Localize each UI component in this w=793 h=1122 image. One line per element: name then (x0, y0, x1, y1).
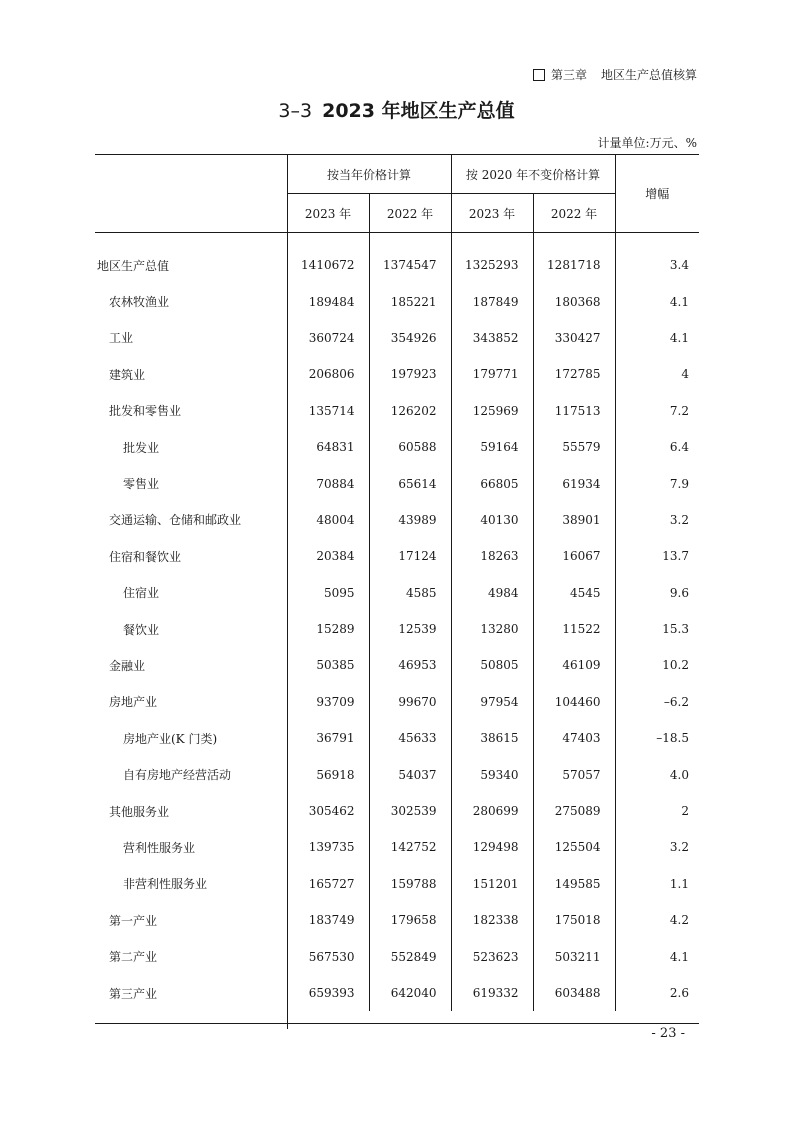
cell-growth: 10.2 (662, 658, 689, 673)
cell-cur2023: 206806 (287, 356, 369, 392)
cell-cur2022: 179658 (369, 902, 451, 938)
cell-growth: 2.6 (669, 986, 689, 1000)
cell-cur2023: 165727 (287, 866, 369, 902)
cell-cur2022: 54037 (369, 756, 451, 792)
table-row (95, 975, 699, 1011)
cell-con2022: 47403 (533, 720, 615, 756)
cell-cur2023: 305462 (287, 793, 369, 829)
cell-cur2022: 17124 (369, 538, 451, 574)
table-row (95, 611, 699, 647)
cell-cur2022: 642040 (369, 975, 451, 1011)
cell-con2022: 175018 (533, 902, 615, 938)
table-row (95, 902, 699, 938)
cell-con2022: 117513 (533, 393, 615, 429)
cell-con2023: 50805 (451, 647, 533, 683)
table-row (95, 829, 699, 865)
header-item-blank (95, 155, 287, 233)
row-label: 餐饮业 (95, 611, 287, 647)
cell-cur2023: 56918 (287, 756, 369, 792)
table-row (95, 866, 699, 902)
cell-con2022: 275089 (533, 793, 615, 829)
cell-growth: –18.5 (656, 731, 689, 746)
cell-cur2023: 1410672 (287, 233, 369, 284)
cell-con2022: 503211 (533, 938, 615, 974)
spacer-cell (369, 1011, 451, 1029)
cell-con2023: 179771 (451, 356, 533, 392)
cell-con2022: 172785 (533, 356, 615, 392)
cell-cur2022: 12539 (369, 611, 451, 647)
cell-con2022: 61934 (533, 465, 615, 501)
cell-cur2022: 1374547 (369, 233, 451, 284)
cell-growth: 4.1 (669, 949, 689, 964)
cell-cur2022: 46953 (369, 647, 451, 683)
cell-cur2022: 60588 (369, 429, 451, 465)
cell-con2022: 330427 (533, 320, 615, 356)
row-label: 营利性服务业 (95, 829, 287, 865)
table-end-spacer (95, 1011, 699, 1029)
header-year-con-2023: 2023 年 (451, 194, 533, 233)
table-row (95, 793, 699, 829)
cell-cur2022: 99670 (369, 684, 451, 720)
cell-con2022: 1281718 (533, 233, 615, 284)
cell-cur2022: 45633 (369, 720, 451, 756)
cell-growth: 13.7 (662, 549, 689, 564)
cell-con2022: 149585 (533, 866, 615, 902)
cell-cur2022: 302539 (369, 793, 451, 829)
header-constant-price: 按 2020 年不变价格计算 (451, 155, 615, 194)
table-title (0, 96, 793, 123)
cell-con2022: 55579 (533, 429, 615, 465)
cell-cur2023: 50385 (287, 647, 369, 683)
row-label: 农林牧渔业 (95, 283, 287, 319)
table-row (95, 502, 699, 538)
cell-cur2023: 36791 (287, 720, 369, 756)
cell-con2023: 40130 (451, 502, 533, 538)
table-row (95, 938, 699, 974)
cell-con2022: 57057 (533, 756, 615, 792)
table-row (95, 233, 699, 284)
row-label: 其他服务业 (95, 793, 287, 829)
table-row (95, 647, 699, 683)
spacer-cell (533, 1011, 615, 1029)
cell-growth: 15.3 (662, 622, 689, 637)
row-label: 第二产业 (95, 938, 287, 974)
running-head (533, 66, 697, 83)
cell-con2023: 66805 (451, 465, 533, 501)
table-row (95, 684, 699, 720)
cell-growth: 4.1 (669, 330, 689, 345)
cell-con2023: 523623 (451, 938, 533, 974)
cell-cur2023: 659393 (287, 975, 369, 1011)
cell-growth: 6.4 (669, 440, 689, 455)
cell-con2023: 619332 (451, 975, 533, 1011)
cell-cur2023: 360724 (287, 320, 369, 356)
chapter-label: 第三章 (550, 68, 587, 82)
row-label: 第三产业 (95, 975, 287, 1011)
cell-growth: 4.1 (669, 294, 689, 309)
cell-cur2023: 135714 (287, 393, 369, 429)
row-label: 第一产业 (95, 902, 287, 938)
gdp-table (95, 154, 699, 1029)
bottom-rule (95, 1023, 699, 1024)
cell-cur2022: 354926 (369, 320, 451, 356)
cell-con2023: 129498 (451, 829, 533, 865)
row-label: 房地产业 (95, 684, 287, 720)
row-label: 批发和零售业 (95, 393, 287, 429)
cell-growth: 3.4 (669, 258, 689, 273)
cell-con2023: 59164 (451, 429, 533, 465)
cell-cur2023: 15289 (287, 611, 369, 647)
cell-cur2022: 43989 (369, 502, 451, 538)
unit-label: 计量单位:万元、% (597, 136, 697, 150)
cell-cur2022: 126202 (369, 393, 451, 429)
section-label: 地区生产总值核算 (600, 68, 697, 82)
spacer-cell (287, 1011, 369, 1029)
cell-growth: 7.2 (669, 403, 689, 418)
table-row (95, 356, 699, 392)
cell-con2022: 4545 (533, 575, 615, 611)
cell-cur2022: 185221 (369, 283, 451, 319)
row-label: 住宿和餐饮业 (95, 538, 287, 574)
table-row (95, 465, 699, 501)
cell-cur2022: 4585 (369, 575, 451, 611)
row-label: 住宿业 (95, 575, 287, 611)
table-row (95, 320, 699, 356)
cell-growth: 1.1 (669, 876, 689, 891)
cell-growth: 4 (681, 367, 689, 382)
cell-con2022: 38901 (533, 502, 615, 538)
table-row (95, 429, 699, 465)
cell-cur2022: 552849 (369, 938, 451, 974)
cell-cur2023: 70884 (287, 465, 369, 501)
cell-cur2023: 189484 (287, 283, 369, 319)
cell-con2022: 16067 (533, 538, 615, 574)
header-growth: 增幅 (645, 187, 670, 201)
cell-cur2022: 65614 (369, 465, 451, 501)
table-row (95, 756, 699, 792)
cell-cur2023: 183749 (287, 902, 369, 938)
cell-cur2022: 159788 (369, 866, 451, 902)
square-icon (533, 69, 545, 81)
page-number: - 23 - (651, 1026, 685, 1041)
cell-cur2023: 64831 (287, 429, 369, 465)
row-label: 金融业 (95, 647, 287, 683)
cell-con2022: 46109 (533, 647, 615, 683)
cell-growth: 9.6 (669, 585, 689, 600)
cell-con2023: 38615 (451, 720, 533, 756)
cell-cur2022: 142752 (369, 829, 451, 865)
cell-con2023: 4984 (451, 575, 533, 611)
cell-growth: 2 (681, 804, 689, 819)
row-label: 零售业 (95, 465, 287, 501)
cell-con2023: 125969 (451, 393, 533, 429)
cell-cur2023: 93709 (287, 684, 369, 720)
table-row (95, 720, 699, 756)
cell-con2023: 187849 (451, 283, 533, 319)
row-label: 交通运输、仓储和邮政业 (95, 502, 287, 538)
cell-growth: 4.0 (669, 767, 689, 782)
cell-cur2023: 20384 (287, 538, 369, 574)
cell-con2022: 603488 (533, 975, 615, 1011)
cell-growth: 3.2 (669, 512, 689, 527)
cell-growth: –6.2 (663, 694, 689, 709)
cell-con2023: 280699 (451, 793, 533, 829)
cell-con2023: 18263 (451, 538, 533, 574)
table-row (95, 393, 699, 429)
row-label: 房地产业(K 门类) (95, 720, 287, 756)
table-body (95, 233, 699, 1030)
cell-cur2023: 5095 (287, 575, 369, 611)
row-label: 非营利性服务业 (95, 866, 287, 902)
row-label: 工业 (95, 320, 287, 356)
cell-con2023: 151201 (451, 866, 533, 902)
spacer-cell (95, 1011, 287, 1029)
row-label: 批发业 (95, 429, 287, 465)
cell-cur2023: 48004 (287, 502, 369, 538)
cell-con2022: 180368 (533, 283, 615, 319)
cell-growth: 3.2 (669, 840, 689, 855)
cell-cur2022: 197923 (369, 356, 451, 392)
cell-con2023: 13280 (451, 611, 533, 647)
cell-con2023: 182338 (451, 902, 533, 938)
cell-cur2023: 567530 (287, 938, 369, 974)
table-title-text: 2023 年地区生产总值 (322, 100, 515, 122)
row-label: 建筑业 (95, 356, 287, 392)
cell-con2022: 125504 (533, 829, 615, 865)
cell-con2023: 1325293 (451, 233, 533, 284)
gdp-table-container (95, 154, 699, 1029)
header-year-cur-2022: 2022 年 (369, 194, 451, 233)
cell-con2022: 104460 (533, 684, 615, 720)
table-row (95, 283, 699, 319)
cell-cur2023: 139735 (287, 829, 369, 865)
header-year-cur-2023: 2023 年 (287, 194, 369, 233)
header-current-price: 按当年价格计算 (287, 155, 451, 194)
cell-growth: 7.9 (669, 476, 689, 491)
cell-con2023: 59340 (451, 756, 533, 792)
spacer-cell (451, 1011, 533, 1029)
row-label: 地区生产总值 (95, 233, 287, 284)
cell-con2022: 11522 (533, 611, 615, 647)
row-label: 自有房地产经营活动 (95, 756, 287, 792)
table-row (95, 538, 699, 574)
cell-growth: 4.2 (669, 913, 689, 928)
cell-con2023: 97954 (451, 684, 533, 720)
cell-con2023: 343852 (451, 320, 533, 356)
table-row (95, 575, 699, 611)
header-year-con-2022: 2022 年 (533, 194, 615, 233)
table-number: 3–3 (278, 100, 313, 122)
